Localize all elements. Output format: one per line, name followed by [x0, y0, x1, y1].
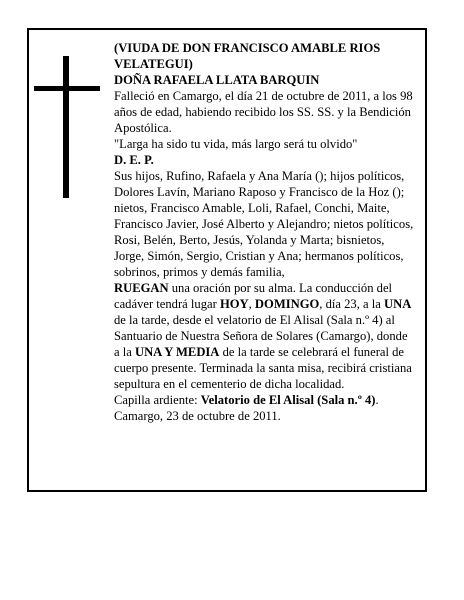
una-y-media-word: UNA Y MEDIA — [134, 345, 220, 359]
death-notice: Falleció en Camargo, el día 21 de octubre de 2011, a los 98 años de edad, habiendo recibido los SS. SS. y la Bendición Apostólica. — [114, 89, 413, 135]
cross-icon — [34, 56, 100, 198]
closing-line: Camargo, 23 de octubre de 2011. — [114, 409, 281, 423]
domingo-word: DOMINGO — [254, 297, 320, 311]
obituary-text — [114, 40, 416, 424]
family-list: Sus hijos, Rufino, Rafaela y Ana María (); hijos políticos, Dolores Lavín, Mariano Raposo y Francisco de la Hoz (); nietos, Francisco Amable, Loli, Rafael, Conchi, Maite, Francisco Javier, José Alberto y Alejandro; nietos políticos, Rosi, Belén, Berto, Jesús, Yolanda y Marta; bisnietos, Jorge, Simón, Sergio, Cristian y Ana; hermanos políticos, sobrinos, primos y demás familia, — [114, 169, 414, 279]
una-word: UNA — [384, 297, 412, 311]
epitaph-quote: "Larga ha sido tu vida, más largo será tu olvido" — [114, 137, 358, 151]
deceased-name: DOÑA RAFAELA LLATA BARQUIN — [114, 73, 320, 87]
ruegan-word: RUEGAN — [114, 281, 169, 295]
rip-line: D. E. P. — [114, 153, 154, 167]
funeral-details: RUEGAN una oración por su alma. La conducción del cadáver tendrá lugar HOY, DOMINGO, día 23, a la UNA de la tarde, desde el velatorio de El Alisal (Sala n.º 4) al Santuario de Nuestra Señora de Solares (Camargo), donde a la UNA Y MEDIA de la tarde se celebrará el funeral de cuerpo presente. Terminada la santa misa, recibirá cristiana sepultura en el cementerio de dicha localidad. — [114, 281, 412, 391]
hoy-word: HOY — [219, 297, 249, 311]
widow-of-line: (VIUDA DE DON FRANCISCO AMABLE RIOS VELATEGUI) — [114, 41, 381, 71]
chapel-line: Capilla ardiente: Velatorio de El Alisal (Sala n.º 4). — [114, 393, 379, 407]
chapel-location: Velatorio de El Alisal (Sala n.º 4) — [200, 393, 376, 407]
